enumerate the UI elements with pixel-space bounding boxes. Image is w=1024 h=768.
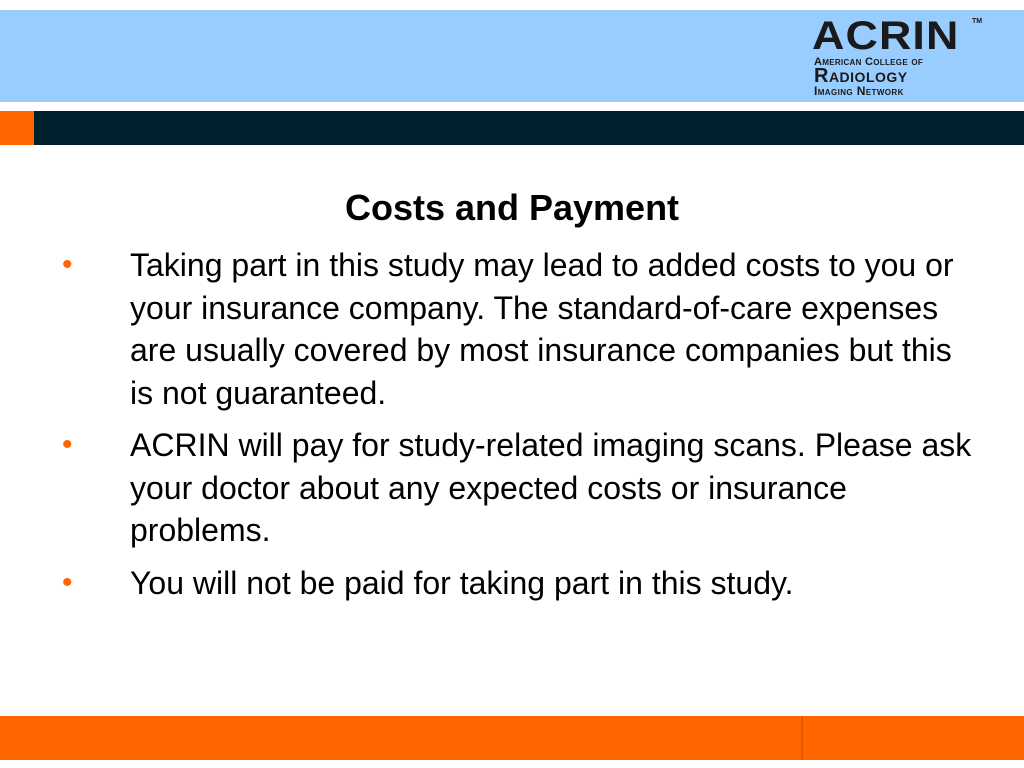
footer-band <box>0 716 1024 760</box>
bullet-icon: • <box>62 428 73 461</box>
orange-accent-square <box>0 111 34 145</box>
bullet-list <box>62 244 982 614</box>
logo-line-3: Imaging Network <box>814 84 904 98</box>
slide-title: Costs and Payment <box>344 187 680 228</box>
bullet-item <box>62 424 982 552</box>
logo-line-2: Radiology <box>814 65 908 87</box>
bullet-icon: • <box>62 565 73 599</box>
logo-line-1: American College of <box>814 56 924 68</box>
logo-wordmark: ACRIN <box>812 14 960 58</box>
bullet-text: Taking part in this study may lead to added costs to you or your insurance company. The standard-of-care expenses are usually covered by most insurance companies but this is not guaranteed. <box>130 247 954 411</box>
bullet-icon: • <box>62 248 73 281</box>
bullet-text: You will not be paid for taking part in this study. <box>130 564 794 601</box>
footer-divider <box>801 716 803 760</box>
bullet-text: ACRIN will pay for study-related imaging scans. Please ask your doctor about any expected costs or insurance problems. <box>130 427 972 548</box>
acrin-logo <box>812 16 984 98</box>
bullet-item <box>62 562 982 605</box>
logo-trademark: TM <box>972 18 983 25</box>
dark-stripe <box>0 111 1024 145</box>
bullet-item <box>62 244 982 414</box>
